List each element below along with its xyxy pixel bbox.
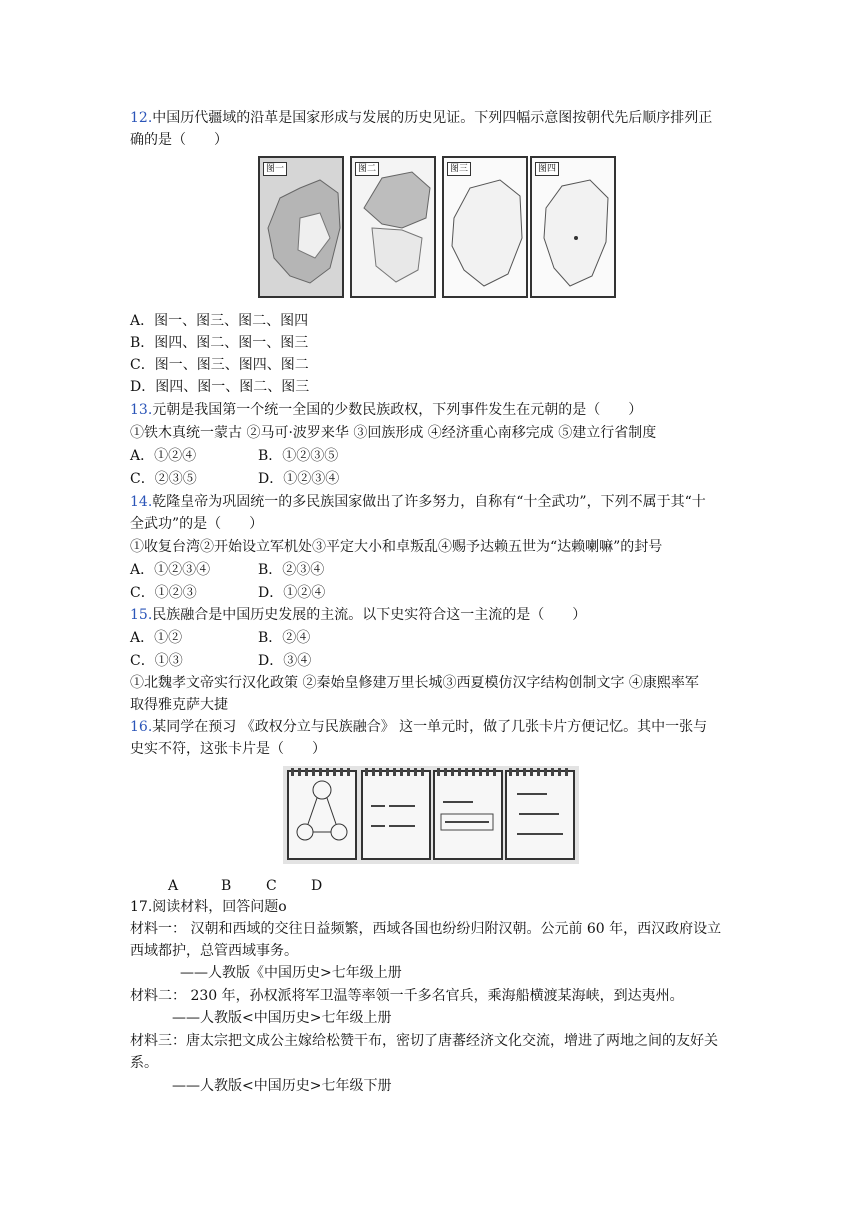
q17-material-3-line1: 材料三：唐太宗把文成公主嫁给松赞干布，密切了唐蕃经济文化交流，增进了两地之间的友好关: [130, 1033, 718, 1049]
map-4-image: [532, 158, 616, 298]
card-d-scribble: [507, 772, 573, 858]
q15-option-b: B．②④: [258, 630, 311, 646]
q13-number: 13.: [130, 402, 153, 418]
q16-card-images: [283, 766, 579, 864]
note-card-b: [361, 770, 431, 860]
q14-items: ①收复台湾②开始设立军机处③平定大小和卓叛乱④赐予达赖五世为“达赖喇嘛”的封号: [130, 539, 663, 555]
q14-stem-line2: 全武功”的是（ ）: [130, 516, 264, 532]
card-label-b: B: [221, 878, 232, 894]
q15-stem-text: 民族融合是中国历史发展的主流。以下史实符合这一主流的是（ ）: [152, 607, 587, 623]
q15-items-line2: 取得雅克萨大捷: [130, 697, 228, 713]
q16-number: 16.: [130, 719, 153, 735]
q13-option-a: A．①②④: [130, 448, 197, 464]
card-label-c: C: [266, 878, 277, 894]
q15-option-c: C．①③: [130, 653, 183, 669]
map-1-label: 图一: [263, 162, 287, 176]
q17-source-1: ——人教版《中国历史>七年级上册: [180, 965, 402, 981]
card-b-scribble: [363, 772, 429, 858]
note-card-c: [433, 770, 503, 860]
q12-option-b: B．图四、图二、图一、图三: [130, 335, 309, 351]
map-3-image: [444, 158, 528, 298]
map-figure-4: [530, 156, 616, 298]
q14-stem-text: 乾隆皇帝为巩固统一的多民族国家做出了许多努力，自称有“十全武功”，下列不属于其“十: [152, 494, 706, 510]
map-figure-2: [350, 156, 436, 298]
q14-option-a: A．①②③④: [130, 562, 211, 578]
q16-stem-line2: 史实不符，这张卡片是（ ）: [130, 741, 326, 757]
q15-items-line1: ①北魏孝文帝实行汉化政策 ②秦始皇修建万里长城③西夏模仿汉字结构创制文字 ④康熙率军: [130, 675, 699, 691]
note-card-d: [505, 770, 575, 860]
q12-stem-text: 中国历代疆域的沿革是国家形成与发展的历史见证。下列四幅示意图按朝代先后顺序排列正: [152, 110, 713, 126]
map-1-image: [260, 158, 344, 298]
map-figure-3: [442, 156, 528, 298]
card-c-scribble: [435, 772, 501, 858]
q13-stem-text: 元朝是我国第一个统一全国的少数民族政权，下列事件发生在元朝的是（ ）: [152, 402, 643, 418]
map-figure-1: [258, 156, 344, 298]
q12-number: 12.: [130, 110, 153, 126]
q17-material-1-line1: 材料一： 汉朝和西域的交往日益频繁，西域各国也纷纷归附汉朝。公元前 60 年，西汉政府设立: [130, 921, 722, 937]
q12-stem-line1: [130, 108, 712, 128]
q14-option-c: C．①②③: [130, 585, 197, 601]
map-4-label: 图四: [535, 162, 559, 176]
q14-option-b: B．②③④: [258, 562, 325, 578]
card-a-diagram: [289, 772, 355, 858]
q14-number: 14.: [130, 494, 153, 510]
q14-stem-line1: [130, 492, 706, 512]
q16-stem-text: 某同学在预习 《政权分立与民族融合》 这一单元时，做了几张卡片方便记忆。其中一张与: [152, 719, 708, 735]
q12-stem-line2: 确的是（ ）: [130, 132, 228, 148]
q12-option-a: A．图一、图三、图二、图四: [130, 313, 309, 329]
q17-source-2: ——人教版<中国历史>七年级上册: [172, 1010, 392, 1026]
q13-option-d: D．①②③④: [258, 471, 340, 487]
q17-source-3: ——人教版<中国历史>七年级下册: [172, 1078, 392, 1094]
map-2-image: [352, 158, 436, 298]
q17-material-2: 材料二： 230 年，孙权派将军卫温等率领一千多名官兵，乘海船横渡某海峡，到达夷州。: [130, 988, 684, 1004]
q17-material-1-line2: 西域都护，总管西域事务。: [130, 943, 298, 959]
q15-option-a: A．①②: [130, 630, 183, 646]
q15-stem: [130, 605, 586, 625]
q13-items: ①铁木真统一蒙古 ②马可·波罗来华 ③回族形成 ④经济重心南移完成 ⑤建立行省制度: [130, 425, 657, 441]
map-3-label: 图三: [447, 162, 471, 176]
note-card-a: [287, 770, 357, 860]
q14-option-d: D．①②④: [258, 585, 326, 601]
q15-option-d: D．③④: [258, 653, 312, 669]
q16-stem-line1: [130, 717, 707, 737]
card-label-d: D: [311, 878, 323, 894]
q17-material-3-line2: 系。: [130, 1055, 158, 1071]
q17-stem: 17.阅读材料，回答问题ο: [130, 899, 287, 915]
q12-map-figures: [258, 156, 616, 298]
q13-option-b: B．①②③⑤: [258, 448, 339, 464]
q15-number: 15.: [130, 607, 153, 623]
q12-option-d: D．图四、图一、图二、图三: [130, 379, 310, 395]
q13-stem: [130, 400, 642, 420]
map-2-label: 图二: [355, 162, 379, 176]
card-label-a: A: [168, 878, 179, 894]
q12-option-c: C．图一、图三、图四、图二: [130, 357, 309, 373]
q13-option-c: C．②③⑤: [130, 471, 197, 487]
